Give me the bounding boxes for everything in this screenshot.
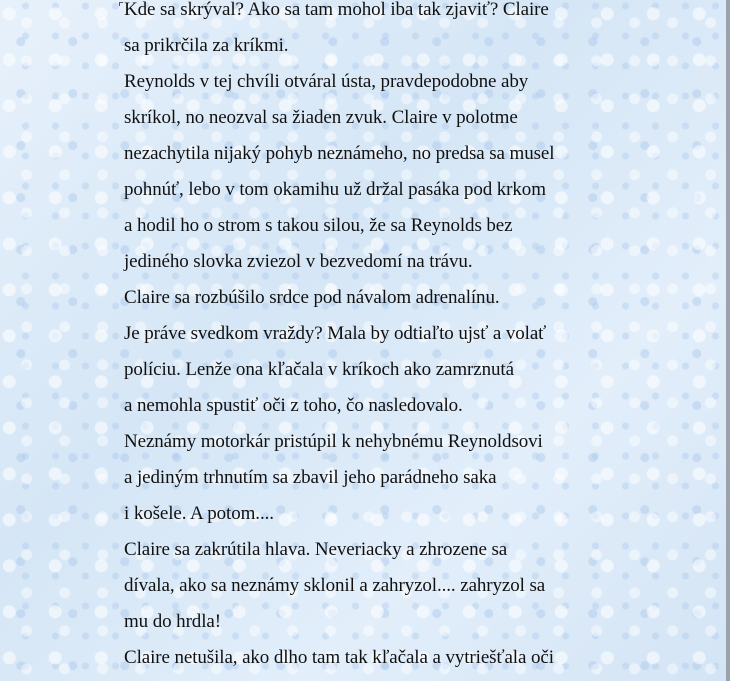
text-cursor-mark <box>119 2 123 6</box>
text-line: sa prikrčila za kríkmi. <box>124 35 289 56</box>
text-line: a hodil ho o strom s takou silou, že sa Reynolds bez <box>124 215 513 236</box>
text-line: dívala, ako sa neznámy sklonil a zahryzol.... zahryzol sa <box>124 575 546 596</box>
document-text[interactable] <box>124 0 624 676</box>
text-line: Reynolds v tej chvíli otváral ústa, pravdepodobne aby <box>124 71 529 92</box>
text-line: Claire sa zakrútila hlava. Neveriacky a zhrozene sa <box>124 539 508 560</box>
text-line: a nemohla spustiť oči z toho, čo nasledovalo. <box>124 395 463 416</box>
text-line: nezachytila nijaký pohyb neznámeho, no predsa sa musel <box>124 143 555 164</box>
text-line: a jediným trhnutím sa zbavil jeho parádneho saka <box>124 467 497 488</box>
text-line: skríkol, no neozval sa žiaden zvuk. Claire v polotme <box>124 107 518 128</box>
text-line: pohnúť, lebo v tom okamihu už držal pasáka pod krkom <box>124 179 546 200</box>
text-line: Kde sa skrýval? Ako sa tam mohol iba tak zjaviť? Claire <box>124 0 549 20</box>
window-edge <box>726 0 730 681</box>
text-line: i košele. A potom.... <box>124 503 274 524</box>
text-line: Claire sa rozbúšilo srdce pod návalom adrenalínu. <box>124 287 500 308</box>
text-line: políciu. Lenže ona kľačala v kríkoch ako zamrznutá <box>124 359 514 380</box>
text-line: Neznámy motorkár pristúpil k nehybnému Reynoldsovi <box>124 431 543 452</box>
text-line: Je práve svedkom vraždy? Mala by odtiaľto ujsť a volať <box>124 323 547 344</box>
text-line: jediného slovka zviezol v bezvedomí na trávu. <box>124 251 473 272</box>
text-line: Claire netušila, ako dlho tam tak kľačala a vytriešťala oči <box>124 647 554 668</box>
text-line: mu do hrdla! <box>124 611 221 632</box>
